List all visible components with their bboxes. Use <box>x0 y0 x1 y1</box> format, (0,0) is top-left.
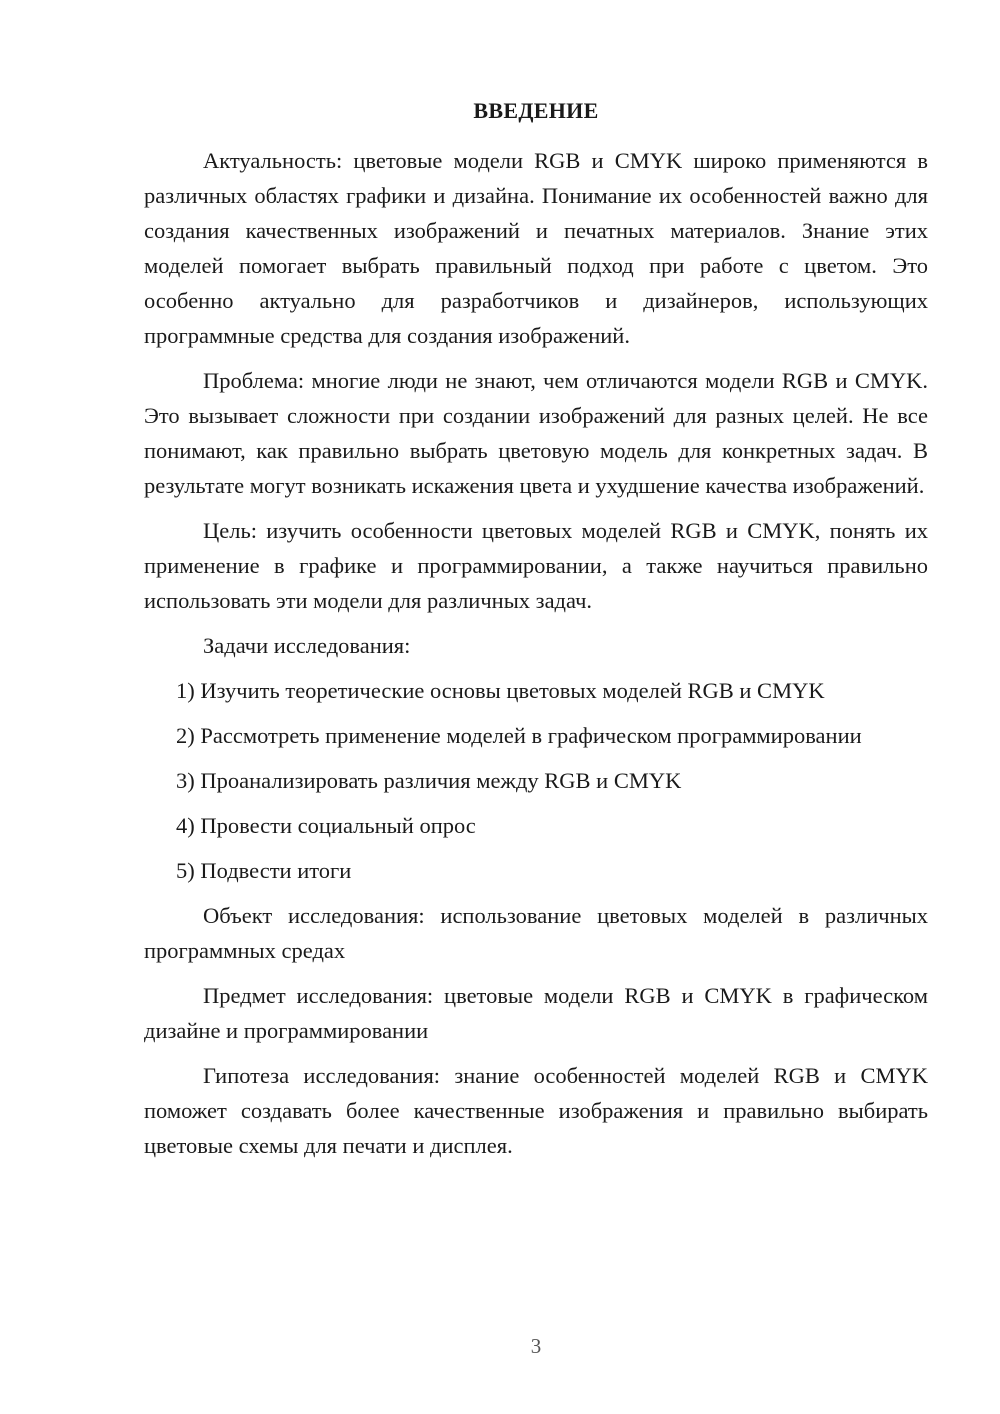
task-item-4: 4) Провести социальный опрос <box>176 813 476 838</box>
task-item-5: 5) Подвести итоги <box>176 858 352 883</box>
paragraph-goal: Цель: изучить особенности цветовых моделей RGB и CMYK, понять их применение в графике и программировании, а также научиться правильно использовать эти модели для различных задач. <box>144 518 928 613</box>
tasks-heading: Задачи исследования: <box>203 633 411 658</box>
page-number: 3 <box>530 1334 542 1358</box>
task-item-2: 2) Рассмотреть применение моделей в графическом программировании <box>176 723 862 748</box>
body-text <box>144 143 928 1163</box>
paragraph-hypothesis: Гипотеза исследования: знание особенностей моделей RGB и CMYK поможет создавать более качественные изображения и правильно выбирать цветовые схемы для печати и дисплея. <box>144 1063 928 1158</box>
paragraph-object: Объект исследования: использование цветовых моделей в различных программных средах <box>144 903 928 963</box>
task-item-3: 3) Проанализировать различия между RGB и CMYK <box>176 768 682 793</box>
paragraph-problem: Проблема: многие люди не знают, чем отличаются модели RGB и CMYK. Это вызывает сложности при создании изображений для разных целей. Не все понимают, как правильно выбрать цветовую модель для конкретных задач. В результате могут возникать искажения цвета и ухудшение качества изображений. <box>144 368 928 498</box>
paragraph-subject: Предмет исследования: цветовые модели RGB и CMYK в графическом дизайне и программировании <box>144 983 928 1043</box>
task-item-1: 1) Изучить теоретические основы цветовых моделей RGB и CMYK <box>176 678 825 703</box>
section-heading: ВВЕДЕНИЕ <box>473 98 599 123</box>
paragraph-relevance: Актуальность: цветовые модели RGB и CMYK широко применяются в различных областях графики и дизайна. Понимание их особенностей важно для создания качественных изображений и печатных материалов. Знание этих моделей помогает выбрать правильный подход при работе с цветом. Это особенно актуально для разработчиков и дизайнеров, использующих программные средства для создания изображений. <box>144 148 928 348</box>
